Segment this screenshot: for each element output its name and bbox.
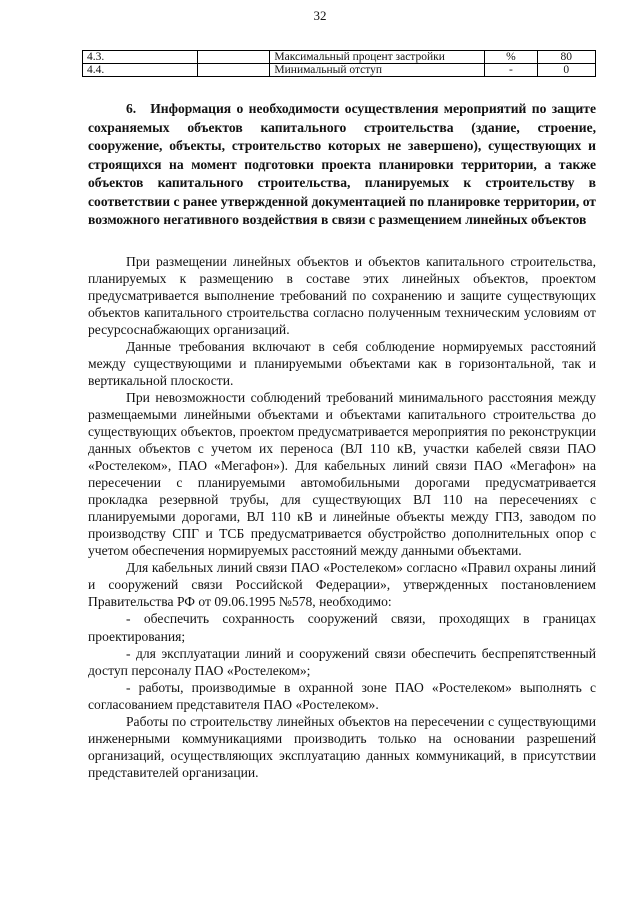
row-number-cell: 4.4.	[83, 64, 198, 77]
section-heading	[88, 100, 596, 230]
bullet-item: - обеспечить сохранность сооружений связи, проходящих в границах проектирования;	[88, 611, 596, 644]
table-row	[83, 51, 596, 64]
body-text	[88, 253, 596, 781]
parameter-name-cell: Максимальный процент застройки	[270, 51, 485, 64]
document-content	[88, 100, 596, 781]
unit-cell: -	[485, 64, 537, 77]
parameter-name-cell: Минимальный отступ	[270, 64, 485, 77]
value-cell: 0	[537, 64, 595, 77]
section-number: 6.	[126, 101, 137, 116]
paragraph: При невозможности соблюдений требований минимального расстояния между размещаемыми линейными объектами и объектами капитального строительства до существующих объектов, проектом предусматривается мероприятия по реконструкции данных объектов с учетом их переноса (ВЛ 110 кВ, участки кабелей связи ПАО «Ростелеком», ПАО «Мегафон»). Для кабельных линий связи ПАО «Мегафон» на пересечении с планируемыми автомобильными дорогами предусматривается прокладка резервной трубы, для существующих ВЛ 110 на пересечениях с планируемыми дорогами, ВЛ 110 кВ и линейные объекты между ГПЗ, заводом по производству СПГ и ТСБ предусматривается обустройство дополнительных опор с учетом обеспечения нормируемых расстояний между данными объектами.	[88, 389, 596, 559]
paragraph: При размещении линейных объектов и объектов капитального строительства, планируемых к размещению в составе этих линейных объектов, проектом предусматривается выполнение требований по сохранению и защите существующих объектов капитального строительства согласно полученным техническим условиям от ресурсоснабжающих организаций.	[88, 253, 596, 337]
bullet-item: - работы, производимые в охранной зоне ПАО «Ростелеком» выполнять с согласованием представителя ПАО «Ростелеком».	[88, 679, 596, 712]
paragraph: Для кабельных линий связи ПАО «Ростелеком» согласно «Правил охраны линий и сооружений связи Российской Федерации», утвержденных постановлением Правительства РФ от 09.06.1995 №578, необходимо:	[88, 560, 596, 610]
empty-cell	[198, 64, 270, 77]
bullet-item: - для эксплуатации линий и сооружений связи обеспечить беспрепятственный доступ персоналу ПАО «Ростелеком»;	[88, 645, 596, 678]
row-number-cell: 4.3.	[83, 51, 198, 64]
page-number: 32	[313, 8, 327, 23]
empty-cell	[198, 51, 270, 64]
unit-cell: %	[485, 51, 537, 64]
parameters-table	[82, 50, 596, 77]
section-title: Информация о необходимости осуществления мероприятий по защите сохраняемых объектов капитального строительства (здание, строение, сооружение, объекты, строительство которых не завершено), существующих и строящихся на момент подготовки проекта планировки территории, а также объектов капитального строительства, планируемых к строительству в соответствии с ранее утвержденной документацией по планировке территории, от возможного негативного воздействия в связи с размещением линейных объектов	[88, 101, 596, 227]
table-row	[83, 64, 596, 77]
paragraph: Работы по строительству линейных объектов на пересечении с существующими инженерными коммуникациями производить только на основании разрешений организаций, осуществляющих эксплуатацию данных коммуникаций, в присутствии представителей организации.	[88, 713, 596, 780]
value-cell: 80	[537, 51, 595, 64]
paragraph: Данные требования включают в себя соблюдение нормируемых расстояний между существующими и планируемыми объектами как в горизонтальной, так и вертикальной плоскости.	[88, 338, 596, 388]
